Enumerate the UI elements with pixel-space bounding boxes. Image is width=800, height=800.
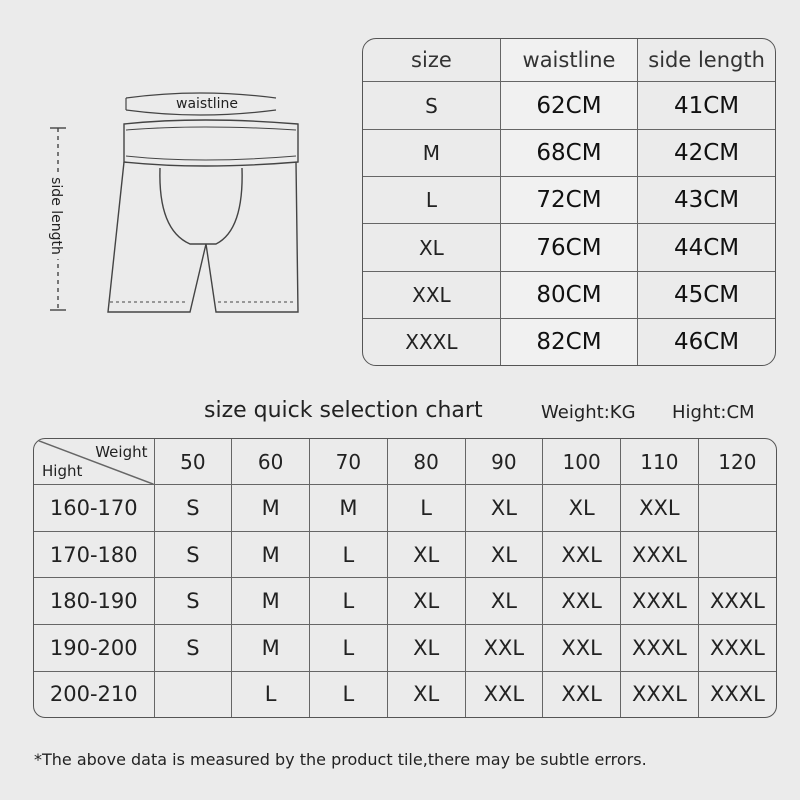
side-length-header: side length xyxy=(638,39,775,82)
weight-header: 80 xyxy=(387,439,465,485)
height-range-cell: 170-180 xyxy=(34,531,154,578)
size-cell: XXL xyxy=(543,671,621,717)
corner-weight-label: Weight xyxy=(95,443,148,461)
size-cell: M xyxy=(232,578,310,625)
weight-header: 70 xyxy=(310,439,388,485)
boxer-garment xyxy=(108,120,298,312)
size-cell: XXXL xyxy=(363,319,500,366)
size-cell: L xyxy=(387,485,465,532)
height-unit-label: Hight:CM xyxy=(672,402,755,423)
size-cell: S xyxy=(154,578,232,625)
size-cell: L xyxy=(310,531,388,578)
size-cell: XXXL xyxy=(698,625,776,672)
size-table-row xyxy=(363,319,775,366)
size-table-row xyxy=(363,129,775,176)
size-table-row xyxy=(363,271,775,318)
measurement-footnote: *The above data is measured by the product tile,there may be subtle errors. xyxy=(34,750,647,769)
size-cell: XL xyxy=(465,578,543,625)
waistline-cell: 82CM xyxy=(500,319,637,366)
size-cell: M xyxy=(363,129,500,176)
quick-table-row xyxy=(34,671,776,717)
weight-unit-label: Weight:KG xyxy=(541,402,636,423)
size-table-row xyxy=(363,224,775,271)
boxer-brief-illustration xyxy=(40,80,320,320)
side-length-cell: 45CM xyxy=(638,271,775,318)
quick-table-row xyxy=(34,531,776,578)
weight-header: 90 xyxy=(465,439,543,485)
size-cell: XXXL xyxy=(698,578,776,625)
size-cell: XXXL xyxy=(621,625,699,672)
size-cell: XXL xyxy=(543,531,621,578)
size-cell: XL xyxy=(387,578,465,625)
corner-header-cell xyxy=(34,439,154,485)
height-range-cell: 180-190 xyxy=(34,578,154,625)
size-cell: XXXL xyxy=(621,578,699,625)
size-cell xyxy=(698,485,776,532)
size-cell: M xyxy=(232,625,310,672)
side-length-cell: 41CM xyxy=(638,82,775,129)
size-cell: M xyxy=(310,485,388,532)
size-cell: XL xyxy=(543,485,621,532)
weight-header: 100 xyxy=(543,439,621,485)
size-cell: XL xyxy=(387,531,465,578)
size-cell: XXL xyxy=(543,578,621,625)
size-cell: L xyxy=(363,177,500,224)
quick-chart-title: size quick selection chart xyxy=(204,398,483,423)
size-cell xyxy=(154,671,232,717)
size-cell: L xyxy=(310,625,388,672)
quick-table-row xyxy=(34,625,776,672)
size-cell: XL xyxy=(465,485,543,532)
size-cell: M xyxy=(232,531,310,578)
weight-header: 50 xyxy=(154,439,232,485)
weight-header: 110 xyxy=(621,439,699,485)
weight-header: 120 xyxy=(698,439,776,485)
size-cell: XXL xyxy=(543,625,621,672)
height-range-cell: 160-170 xyxy=(34,485,154,532)
side-length-cell: 46CM xyxy=(638,319,775,366)
size-table-row xyxy=(363,82,775,129)
size-cell: XXXL xyxy=(621,671,699,717)
size-cell: L xyxy=(310,578,388,625)
waistline-cell: 72CM xyxy=(500,177,637,224)
side-length-label: side length xyxy=(48,173,64,259)
height-range-cell: 200-210 xyxy=(34,671,154,717)
size-cell xyxy=(698,531,776,578)
quick-selection-table xyxy=(33,438,777,718)
size-cell: S xyxy=(154,531,232,578)
size-cell: XL xyxy=(387,671,465,717)
size-table xyxy=(362,38,776,366)
size-cell: XXXL xyxy=(621,531,699,578)
size-cell: S xyxy=(154,485,232,532)
corner-height-label: Hight xyxy=(42,462,83,481)
quick-table-row xyxy=(34,485,776,532)
size-cell: L xyxy=(310,671,388,717)
waistline-header: waistline xyxy=(500,39,637,82)
quick-table-row xyxy=(34,578,776,625)
size-table-header-row xyxy=(363,39,775,82)
waistline-cell: 68CM xyxy=(500,129,637,176)
size-cell: XXL xyxy=(465,671,543,717)
size-cell: XXL xyxy=(363,271,500,318)
waistline-cell: 80CM xyxy=(500,271,637,318)
size-cell: XXXL xyxy=(698,671,776,717)
size-header: size xyxy=(411,48,452,73)
side-length-cell: 42CM xyxy=(638,129,775,176)
side-length-cell: 43CM xyxy=(638,177,775,224)
size-cell: M xyxy=(232,485,310,532)
size-cell: XXL xyxy=(621,485,699,532)
size-table-row xyxy=(363,177,775,224)
size-cell: S xyxy=(363,82,500,129)
waistline-cell: 76CM xyxy=(500,224,637,271)
height-range-cell: 190-200 xyxy=(34,625,154,672)
size-cell: S xyxy=(154,625,232,672)
size-cell: L xyxy=(232,671,310,717)
waistline-cell: 62CM xyxy=(500,82,637,129)
size-cell: XL xyxy=(387,625,465,672)
weight-header: 60 xyxy=(232,439,310,485)
weight-header-row xyxy=(34,439,776,485)
size-cell: XXL xyxy=(465,625,543,672)
size-cell: XL xyxy=(363,224,500,271)
waistline-label: waistline xyxy=(172,96,242,112)
side-length-cell: 44CM xyxy=(638,224,775,271)
size-cell: XL xyxy=(465,531,543,578)
